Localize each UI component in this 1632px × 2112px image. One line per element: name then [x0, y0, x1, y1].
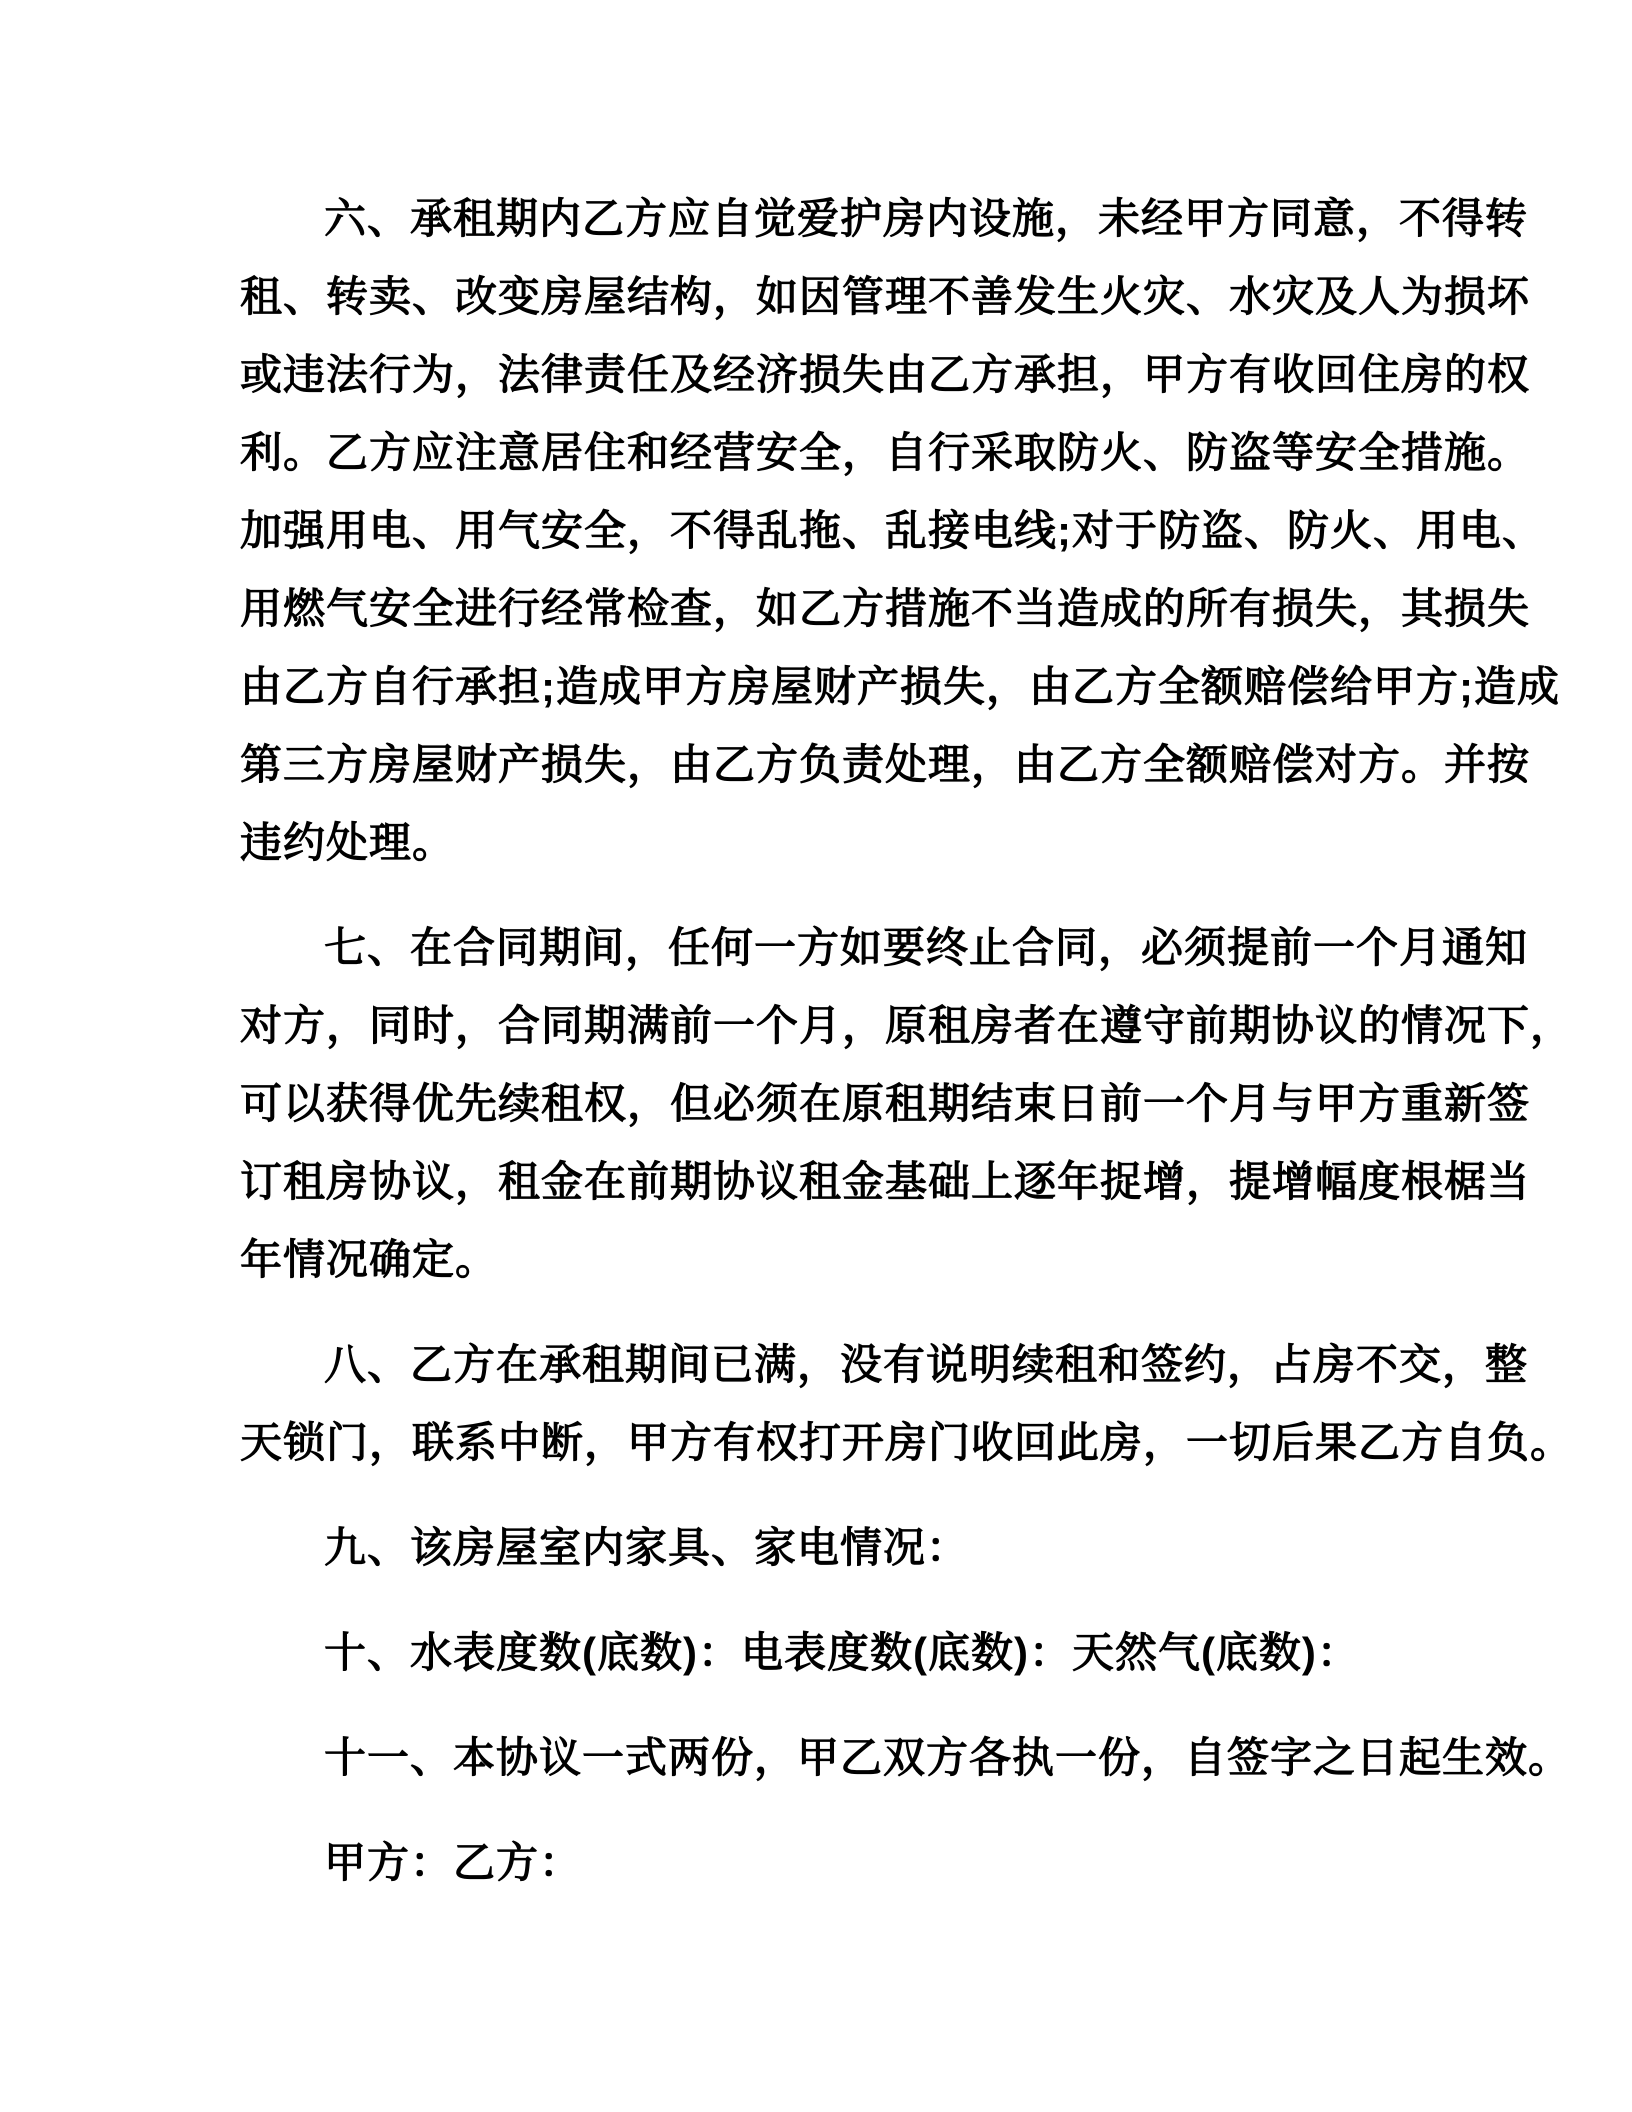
clause-7: [240, 909, 1574, 1299]
clause-6: [240, 180, 1560, 882]
text-line: 加强用电、用气安全，不得乱拖、乱接电线;对于防盗、防火、用电、: [240, 507, 1545, 554]
text-line: 违约处理。: [240, 819, 456, 866]
text-line: 年情况确定。: [240, 1236, 499, 1283]
text-line: 甲方：乙方：: [324, 1839, 583, 1886]
clause-8: [240, 1326, 1574, 1482]
clause-10: [240, 1614, 1482, 1692]
text-line: 第三方房屋财产损失，由乙方负责处理，由乙方全额赔偿对方。并按: [240, 741, 1531, 788]
text-line: 十、水表度数(底数)：电表度数(底数)：天然气(底数)：: [324, 1629, 1360, 1676]
text-line: 利。乙方应注意居住和经营安全，自行采取防火、防盗等安全措施。: [240, 429, 1531, 476]
text-line: 十一、本协议一式两份，甲乙双方各执一份，自签字之日起生效。: [324, 1734, 1572, 1781]
text-line: 租、转卖、改变房屋结构，如因管理不善发生火灾、水灾及人为损坏: [240, 273, 1531, 320]
text-line: 天锁门，联系中断，甲方有权打开房门收回此房，一切后果乙方自负。: [240, 1419, 1574, 1466]
clause-9: [240, 1509, 1482, 1587]
clause-11: [240, 1719, 1572, 1797]
text-line: 对方，同时，合同期满前一个月，原租房者在遵守前期协议的情况下，: [240, 1002, 1574, 1049]
text-line: 由乙方自行承担;造成甲方房屋财产损失，由乙方全额赔偿给甲方;造成: [240, 663, 1560, 710]
text-line: 可以获得优先续租权，但必须在原租期结束日前一个月与甲方重新签: [240, 1080, 1531, 1127]
text-line: 或违法行为，法律责任及经济损失由乙方承担，甲方有收回住房的权: [240, 351, 1531, 398]
text-line: 订租房协议，租金在前期协议租金基础上逐年捉增，提增幅度根椐当: [240, 1158, 1531, 1205]
text-line: 六、承租期内乙方应自觉爱护房内设施，未经甲方同意，不得转: [324, 195, 1529, 242]
text-line: 七、在合同期间，任何一方如要终止合同，必须提前一个月通知: [324, 924, 1529, 971]
text-line: 九、该房屋室内家具、家电情况：: [324, 1524, 970, 1571]
text-line: 用燃气安全进行经常检查，如乙方措施不当造成的所有损失，其损失: [240, 585, 1531, 632]
signature-line: [240, 1824, 1482, 1902]
text-line: 八、乙方在承租期间已满，没有说明续租和签约，占房不交，整: [324, 1341, 1529, 1388]
